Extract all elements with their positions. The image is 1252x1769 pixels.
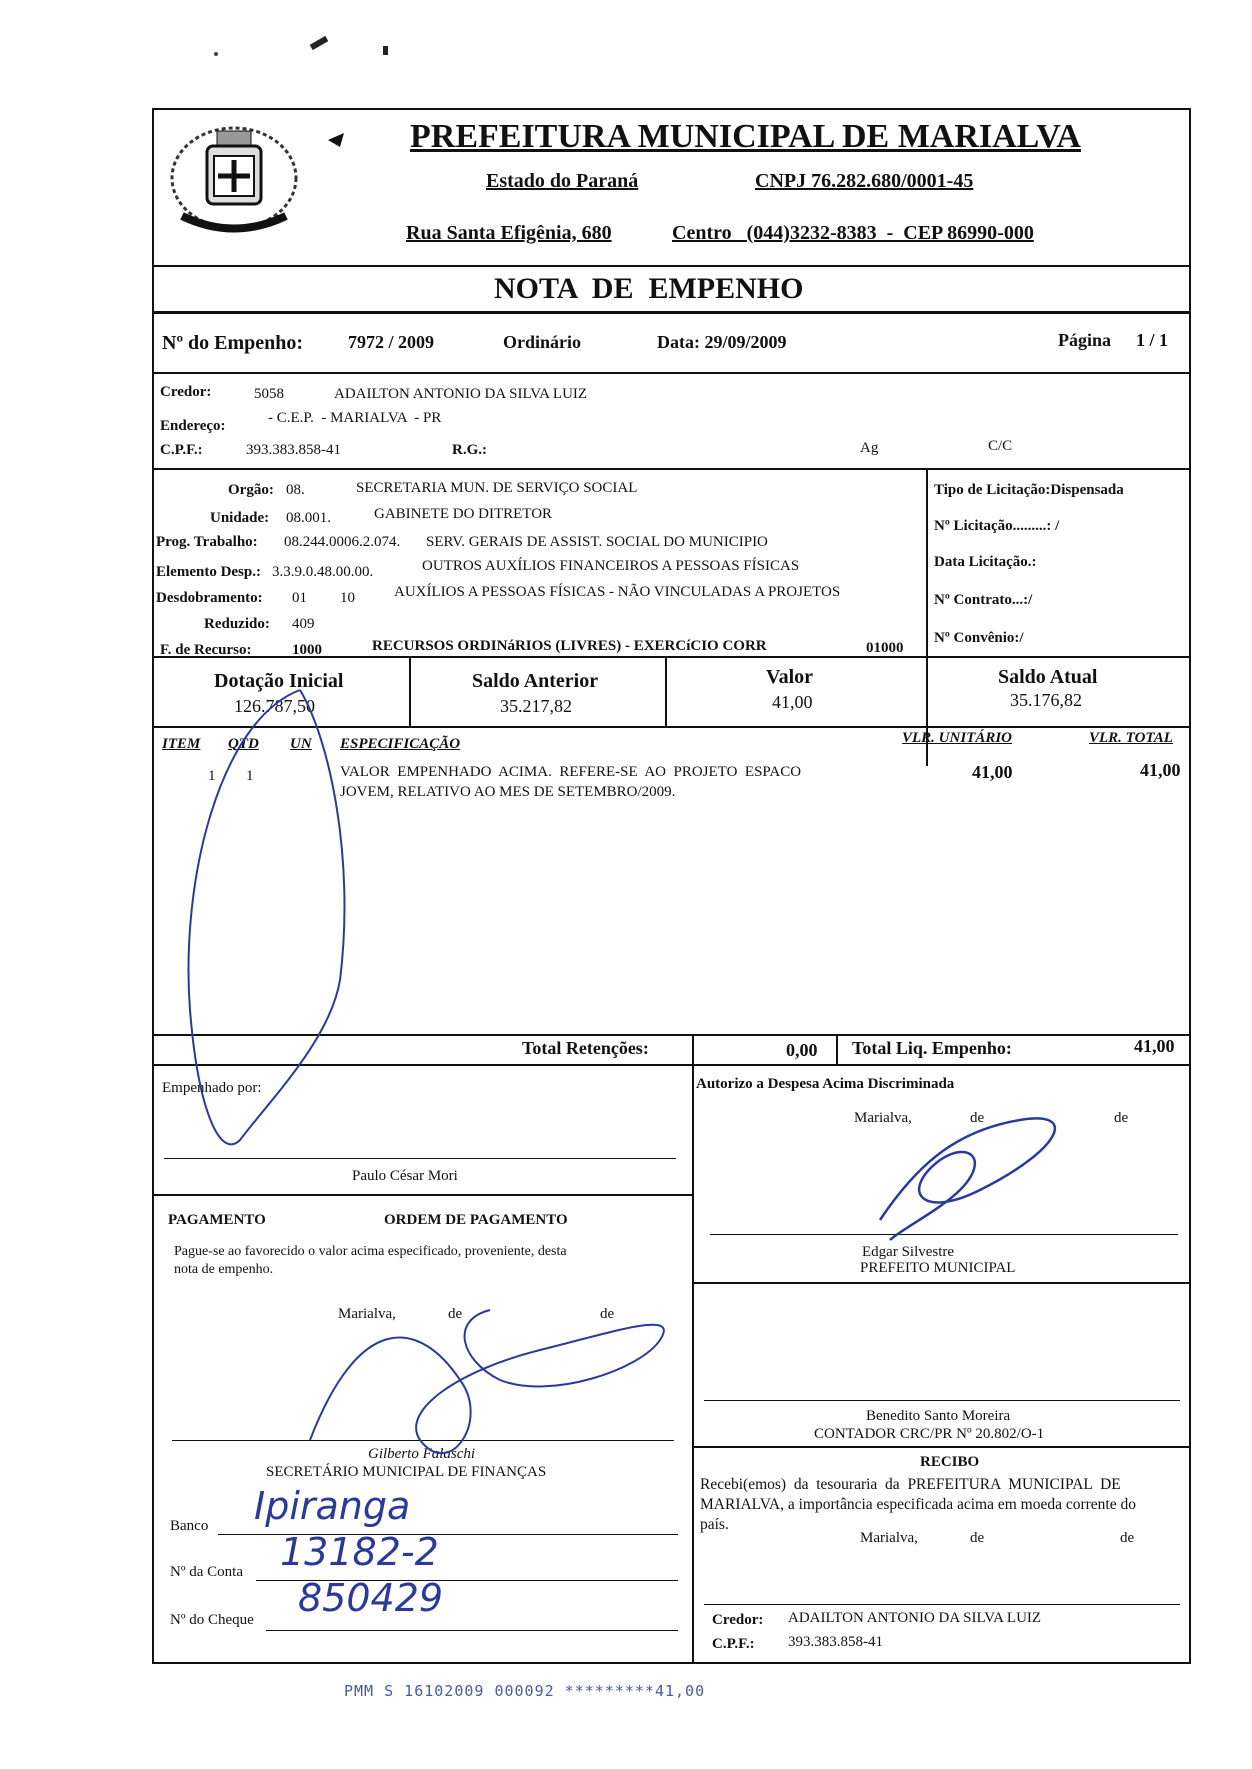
autorizo-city: Marialva, bbox=[854, 1110, 912, 1126]
numero-convenio: Nº Convênio:/ bbox=[934, 630, 1024, 646]
col-vlr-unitario: VLR. UNITÁRIO bbox=[902, 730, 1013, 746]
dotacao-inicial-value: 126.787,50 bbox=[234, 696, 315, 716]
header-state: Estado do Paraná bbox=[486, 170, 639, 192]
elem-desc: OUTROS AUXÍLIOS FINANCEIROS A PESSOAS FÍSICAS bbox=[422, 558, 800, 574]
brasao-logo bbox=[162, 116, 307, 241]
prog-desc: SERV. GERAIS DE ASSIST. SOCIAL DO MUNICIPIO bbox=[426, 534, 768, 550]
banco-label: Banco bbox=[170, 1518, 209, 1534]
scan-mark bbox=[310, 36, 329, 50]
autorizo-de1: de bbox=[970, 1110, 985, 1126]
cpf-value: 393.383.858-41 bbox=[246, 442, 341, 458]
pagamento-de1: de bbox=[448, 1306, 463, 1322]
cash-register-stamp: PMM S 16102009 000092 *********41,00 bbox=[344, 1682, 706, 1700]
empenhado-name: Paulo César Mori bbox=[352, 1168, 458, 1184]
col-un: UN bbox=[290, 736, 312, 752]
recibo-de1: de bbox=[970, 1530, 985, 1546]
credor-label: Credor: bbox=[160, 384, 212, 400]
unidade-desc: GABINETE DO DITRETOR bbox=[374, 506, 553, 522]
dotacao-inicial-label: Dotação Inicial bbox=[214, 670, 344, 692]
desd-desc: AUXÍLIOS A PESSOAS FÍSICAS - NÃO VINCULADAS A PROJETOS bbox=[394, 584, 841, 600]
row-esp-line1: VALOR EMPENHADO ACIMA. REFERE-SE AO PROJETO ESPACO bbox=[340, 764, 802, 780]
numero-contrato: Nº Contrato...:/ bbox=[934, 592, 1033, 608]
saldo-anterior-value: 35.217,82 bbox=[500, 696, 572, 716]
total-liq-value: 41,00 bbox=[1134, 1036, 1175, 1056]
rg-label: R.G.: bbox=[452, 442, 487, 458]
row-unit: 41,00 bbox=[972, 762, 1013, 782]
header-cnpj: CNPJ 76.282.680/0001-45 bbox=[755, 170, 974, 192]
recurso-code: 1000 bbox=[292, 642, 322, 658]
ordem-pagamento-label: ORDEM DE PAGAMENTO bbox=[384, 1212, 568, 1228]
recibo-cpf-value: 393.383.858-41 bbox=[788, 1634, 883, 1650]
scan-mark bbox=[383, 46, 388, 55]
empenho-date: Data: 29/09/2009 bbox=[657, 332, 787, 352]
autorizo-name: Edgar Silvestre bbox=[862, 1244, 955, 1260]
desd-code1: 01 bbox=[292, 590, 307, 606]
autorizo-de2: de bbox=[1114, 1110, 1129, 1126]
col-item: ITEM bbox=[162, 736, 201, 752]
cheque-label: Nº do Cheque bbox=[170, 1612, 254, 1628]
pagamento-text1: Pague-se ao favorecido o valor acima especificado, proveniente, desta bbox=[174, 1244, 567, 1259]
autorizo-role: PREFEITO MUNICIPAL bbox=[860, 1260, 1016, 1276]
conta-label: Nº da Conta bbox=[170, 1564, 243, 1580]
header-address: Rua Santa Efigênia, 680 bbox=[406, 222, 612, 244]
col-qtd: QTD bbox=[228, 736, 259, 752]
prog-code: 08.244.0006.2.074. bbox=[284, 534, 401, 550]
unidade-code: 08.001. bbox=[286, 510, 331, 526]
banco-value: Ipiranga bbox=[254, 1484, 411, 1528]
scan-mark bbox=[214, 52, 218, 56]
cpf-label: C.P.F.: bbox=[160, 442, 203, 458]
endereco-label: Endereço: bbox=[160, 418, 226, 434]
orgao-label: Orgão: bbox=[228, 482, 274, 498]
saldo-atual-value: 35.176,82 bbox=[1010, 690, 1082, 710]
recurso-code2: 01000 bbox=[866, 640, 904, 656]
pagamento-city: Marialva, bbox=[338, 1306, 396, 1322]
col-especificacao: ESPECIFICAÇÃO bbox=[340, 736, 461, 752]
reduzido-label: Reduzido: bbox=[204, 616, 270, 632]
desd-code2: 10 bbox=[340, 590, 355, 606]
recibo-credor-name: ADAILTON ANTONIO DA SILVA LUIZ bbox=[788, 1610, 1042, 1626]
autorizo-label: Autorizo a Despesa Acima Discriminada bbox=[696, 1076, 955, 1092]
total-liq-label: Total Liq. Empenho: bbox=[852, 1038, 1012, 1058]
tipo-licitacao: Tipo de Licitação:Dispensada bbox=[934, 482, 1124, 498]
reduzido-value: 409 bbox=[292, 616, 315, 632]
page-number: 1 / 1 bbox=[1136, 330, 1169, 350]
total-retencoes-label: Total Retenções: bbox=[522, 1038, 649, 1058]
pagamento-signer-name: Gilberto Falaschi bbox=[368, 1446, 476, 1462]
col-vlr-total: VLR. TOTAL bbox=[1089, 730, 1173, 746]
pagamento-de2: de bbox=[600, 1306, 615, 1322]
recurso-label: F. de Recurso: bbox=[160, 642, 252, 658]
orgao-desc: SECRETARIA MUN. DE SERVIÇO SOCIAL bbox=[356, 480, 638, 496]
recurso-desc: RECURSOS ORDINáRIOS (LIVRES) - EXERCíCIO CORR bbox=[372, 638, 767, 654]
cheque-value: 850429 bbox=[298, 1576, 444, 1620]
row-esp-line2: JOVEM, RELATIVO AO MES DE SETEMBRO/2009. bbox=[340, 784, 676, 800]
empenhado-label: Empenhado por: bbox=[162, 1080, 262, 1096]
doc-title: NOTA DE EMPENHO bbox=[494, 272, 804, 305]
header-title: PREFEITURA MUNICIPAL DE MARIALVA bbox=[410, 118, 1081, 155]
recibo-label: RECIBO bbox=[920, 1454, 980, 1470]
elem-code: 3.3.9.0.48.00.00. bbox=[272, 564, 374, 580]
unidade-label: Unidade: bbox=[210, 510, 270, 526]
empenho-number: 7972 / 2009 bbox=[348, 332, 435, 352]
total-retencoes-value: 0,00 bbox=[786, 1040, 818, 1060]
ag-label: Ag bbox=[860, 440, 879, 456]
pagamento-text2: nota de empenho. bbox=[174, 1262, 274, 1277]
pagamento-label: PAGAMENTO bbox=[168, 1212, 266, 1228]
quill-icon bbox=[326, 130, 346, 150]
contador-role: CONTADOR CRC/PR Nº 20.802/O-1 bbox=[814, 1426, 1045, 1442]
desd-label: Desdobramento: bbox=[156, 590, 263, 606]
recibo-text2: MARIALVA, a importância especificada acima em moeda corrente do bbox=[700, 1496, 1136, 1513]
contador-name: Benedito Santo Moreira bbox=[866, 1408, 1011, 1424]
saldo-anterior-label: Saldo Anterior bbox=[472, 670, 599, 692]
recibo-de2: de bbox=[1120, 1530, 1135, 1546]
row-item: 1 bbox=[208, 768, 216, 784]
row-qtd: 1 bbox=[246, 768, 254, 784]
row-total: 41,00 bbox=[1140, 760, 1181, 780]
recibo-cpf-label: C.P.F.: bbox=[712, 1636, 755, 1652]
elem-label: Elemento Desp.: bbox=[156, 564, 261, 580]
recibo-city: Marialva, bbox=[860, 1530, 918, 1546]
empenho-type: Ordinário bbox=[503, 332, 582, 352]
numero-licitacao: Nº Licitação.........: / bbox=[934, 518, 1060, 534]
credor-name: ADAILTON ANTONIO DA SILVA LUIZ bbox=[334, 386, 588, 402]
valor-value: 41,00 bbox=[772, 692, 813, 712]
page-label: Página bbox=[1058, 330, 1112, 350]
header-district-phone-cep: Centro (044)3232-8383 - CEP 86990-000 bbox=[672, 222, 1034, 244]
recibo-text1: Recebi(emos) da tesouraria da PREFEITURA MUNICIPAL DE bbox=[700, 1476, 1121, 1493]
prog-label: Prog. Trabalho: bbox=[156, 534, 258, 550]
credor-code: 5058 bbox=[254, 386, 284, 402]
data-licitacao: Data Licitação.: bbox=[934, 554, 1037, 570]
conta-value: 13182-2 bbox=[280, 1530, 439, 1574]
recibo-text3: país. bbox=[700, 1516, 729, 1533]
orgao-code: 08. bbox=[286, 482, 305, 498]
cc-label: C/C bbox=[988, 438, 1013, 454]
valor-label: Valor bbox=[766, 666, 814, 688]
recibo-credor-label: Credor: bbox=[712, 1612, 764, 1628]
nota-empenho-form bbox=[152, 108, 1191, 1664]
pagamento-signer-role: SECRETÁRIO MUNICIPAL DE FINANÇAS bbox=[266, 1464, 547, 1480]
empenho-label: Nº do Empenho: bbox=[162, 332, 304, 354]
saldo-atual-label: Saldo Atual bbox=[998, 666, 1098, 688]
endereco-value: - C.E.P. - MARIALVA - PR bbox=[268, 410, 442, 426]
